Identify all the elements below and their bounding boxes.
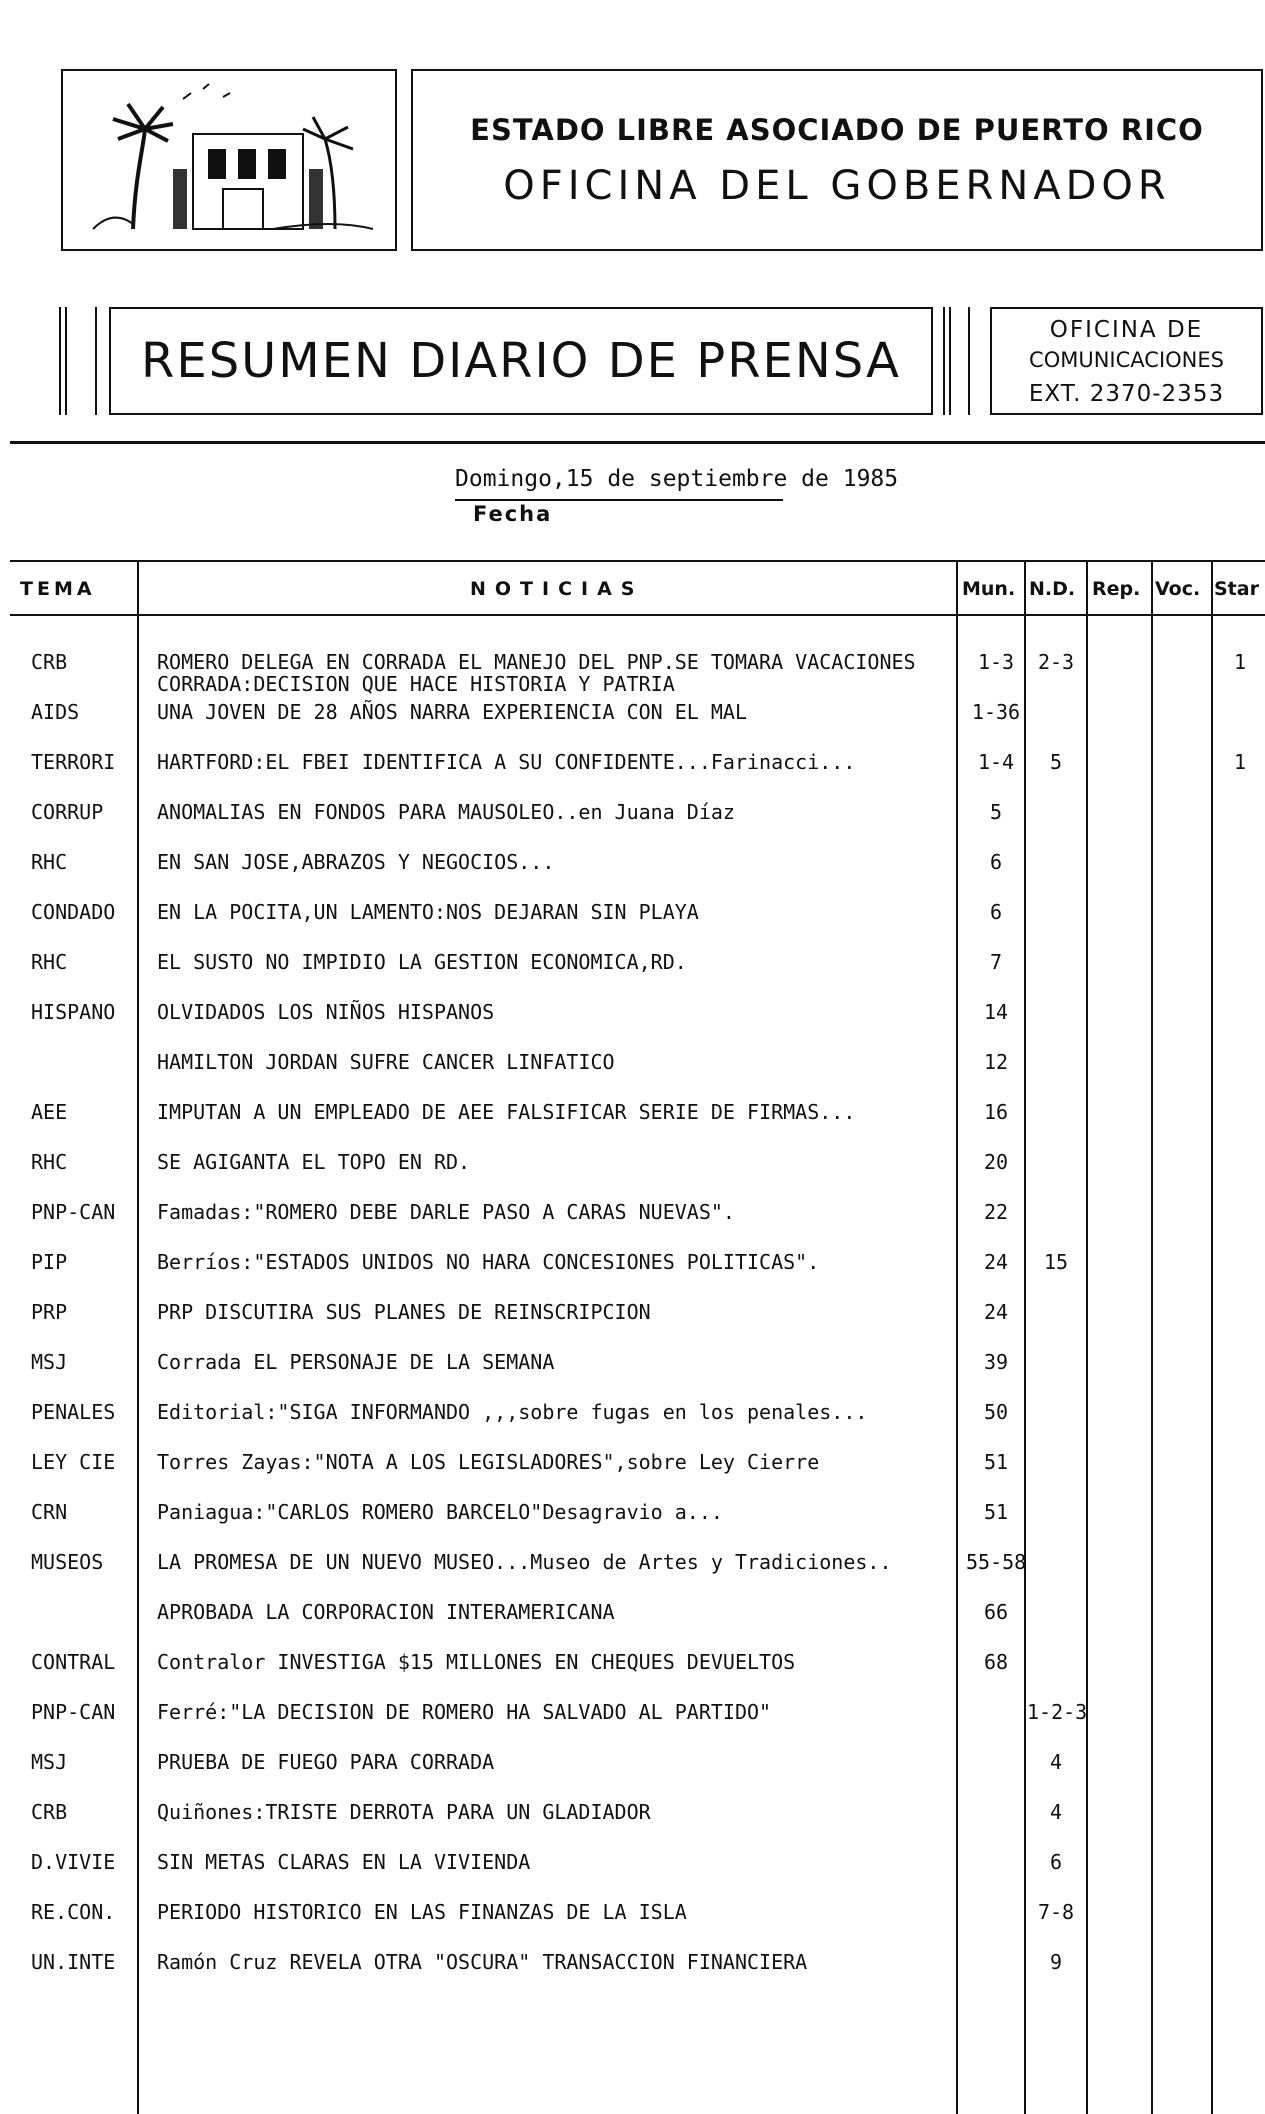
row-mun-page: 1-4 [977, 750, 1015, 774]
row-noticia: ANOMALIAS EN FONDOS PARA MAUSOLEO..en Juana Díaz [157, 800, 735, 824]
row-mun-page: 22 [983, 1200, 1009, 1224]
row-tema: RHC [31, 950, 68, 974]
row-tema: RE.CON. [31, 1900, 116, 1924]
row-mun-page: 68 [983, 1650, 1009, 1674]
row-noticia: Ramón Cruz REVELA OTRA "OSCURA" TRANSACCION FINANCIERA [157, 1950, 808, 1974]
header-title-box [411, 69, 1263, 251]
row-mun-page: 51 [983, 1450, 1009, 1474]
row-noticia: SIN METAS CLARAS EN LA VIVIENDA [157, 1850, 531, 1874]
office-line-1: OFICINA DE [1049, 317, 1204, 343]
row-noticia: HAMILTON JORDAN SUFRE CANCER LINFATICO [157, 1050, 615, 1074]
row-tema: PIP [31, 1250, 68, 1274]
row-mun-page: 14 [983, 1000, 1009, 1024]
row-tema: AEE [31, 1100, 68, 1124]
row-nd-page: 6 [1049, 1850, 1063, 1874]
row-tema: D.VIVIE [31, 1850, 116, 1874]
date-underline [455, 499, 783, 501]
row-tema: CRB [31, 650, 68, 674]
header-line-1: ESTADO LIBRE ASOCIADO DE PUERTO RICO [470, 113, 1204, 147]
row-noticia: EL SUSTO NO IMPIDIO LA GESTION ECONOMICA,RD. [157, 950, 687, 974]
row-mun-page: 39 [983, 1350, 1009, 1374]
table-row [10, 700, 1265, 744]
row-mun-page: 51 [983, 1500, 1009, 1524]
news-table [10, 560, 1265, 2114]
row-noticia: Torres Zayas:"NOTA A LOS LEGISLADORES",sobre Ley Cierre [157, 1450, 820, 1474]
row-mun-page: 55-58 [966, 1550, 1027, 1574]
row-nd-page: 2-3 [1037, 650, 1075, 674]
row-tema: LEY CIE [31, 1450, 116, 1474]
table-row [10, 750, 1265, 794]
row-tema: PRP [31, 1300, 68, 1324]
row-noticia: PRUEBA DE FUEGO PARA CORRADA [157, 1750, 495, 1774]
decorative-bar-right-2 [968, 307, 970, 415]
row-star-page: 1 [1233, 650, 1247, 674]
table-row [10, 1900, 1265, 1944]
row-tema: MUSEOS [31, 1550, 104, 1574]
row-mun-page: 5 [989, 800, 1003, 824]
table-row [10, 1600, 1265, 1644]
row-star-page: 1 [1233, 750, 1247, 774]
table-row [10, 1000, 1265, 1044]
row-mun-page: 24 [983, 1300, 1009, 1324]
table-row [10, 1500, 1265, 1544]
row-tema: CONDADO [31, 900, 116, 924]
col-header-tema: TEMA [20, 578, 96, 600]
col-header-mun: Mun. [962, 578, 1016, 600]
table-row [10, 1250, 1265, 1294]
row-nd-page: 15 [1043, 1250, 1069, 1274]
table-row [10, 1550, 1265, 1594]
office-extension: EXT. 2370-2353 [1028, 381, 1225, 407]
row-tema: CORRUP [31, 800, 104, 824]
row-noticia: Corrada EL PERSONAJE DE LA SEMANA [157, 1350, 555, 1374]
row-noticia: Berríos:"ESTADOS UNIDOS NO HARA CONCESIONES POLITICAS". [157, 1250, 820, 1274]
row-noticia: ROMERO DELEGA EN CORRADA EL MANEJO DEL PNP.SE TOMARA VACACIONES [157, 650, 916, 674]
table-row [10, 1850, 1265, 1894]
table-header-border [10, 614, 1265, 616]
row-mun-page: 50 [983, 1400, 1009, 1424]
col-header-noticias: NOTICIAS [470, 578, 644, 600]
row-noticia-secondary: CORRADA:DECISION QUE HACE HISTORIA Y PATRIA [157, 672, 675, 696]
table-row [10, 950, 1265, 994]
table-row [10, 1150, 1265, 1194]
row-noticia: HARTFORD:EL FBEI IDENTIFICA A SU CONFIDENTE...Farinacci... [157, 750, 856, 774]
row-mun-page: 66 [983, 1600, 1009, 1624]
col-header-nd: N.D. [1029, 578, 1076, 600]
row-noticia: UNA JOVEN DE 28 AÑOS NARRA EXPERIENCIA CON EL MAL [157, 700, 748, 724]
table-row [10, 1300, 1265, 1344]
header-line-2: OFICINA DEL GOBERNADOR [503, 163, 1171, 209]
table-row [10, 1800, 1265, 1844]
table-row [10, 1200, 1265, 1244]
row-noticia: Ferré:"LA DECISION DE ROMERO HA SALVADO AL PARTIDO" [157, 1700, 772, 1724]
col-header-voc: Voc. [1155, 578, 1201, 600]
row-tema: AIDS [31, 700, 80, 724]
row-nd-page: 5 [1049, 750, 1063, 774]
table-row [10, 850, 1265, 894]
header-divider [10, 441, 1265, 444]
row-noticia: PERIODO HISTORICO EN LAS FINANZAS DE LA ISLA [157, 1900, 687, 1924]
row-mun-page: 20 [983, 1150, 1009, 1174]
col-header-star: Star [1214, 578, 1259, 600]
row-nd-page: 9 [1049, 1950, 1063, 1974]
row-tema: UN.INTE [31, 1950, 116, 1974]
row-tema: MSJ [31, 1750, 68, 1774]
row-noticia: Famadas:"ROMERO DEBE DARLE PASO A CARAS NUEVAS". [157, 1200, 735, 1224]
row-nd-page: 4 [1049, 1800, 1063, 1824]
row-mun-page: 6 [989, 850, 1003, 874]
row-noticia: EN SAN JOSE,ABRAZOS Y NEGOCIOS... [157, 850, 555, 874]
row-noticia: Paniagua:"CARLOS ROMERO BARCELO"Desagravio a... [157, 1500, 723, 1524]
governor-office-logo [61, 69, 397, 251]
row-tema: HISPANO [31, 1000, 116, 1024]
row-mun-page: 12 [983, 1050, 1009, 1074]
table-row [10, 900, 1265, 944]
date-value: Domingo,15 de septiembre de 1985 [455, 466, 899, 492]
row-tema: MSJ [31, 1350, 68, 1374]
row-noticia: OLVIDADOS LOS NIÑOS HISPANOS [157, 1000, 495, 1024]
row-noticia: SE AGIGANTA EL TOPO EN RD. [157, 1150, 471, 1174]
table-row [10, 1750, 1265, 1794]
table-top-border [10, 560, 1265, 562]
row-noticia: Editorial:"SIGA INFORMANDO ,,,sobre fugas en los penales... [157, 1400, 868, 1424]
table-row [10, 1400, 1265, 1444]
date-label: Fecha [473, 502, 553, 526]
row-noticia: IMPUTAN A UN EMPLEADO DE AEE FALSIFICAR SERIE DE FIRMAS... [157, 1100, 856, 1124]
row-mun-page: 1-3 [977, 650, 1015, 674]
row-nd-page: 7-8 [1037, 1900, 1075, 1924]
row-tema: RHC [31, 1150, 68, 1174]
table-row [10, 1100, 1265, 1144]
decorative-bar-left-2 [95, 307, 97, 415]
table-row [10, 1950, 1265, 1994]
col-header-rep: Rep. [1092, 578, 1141, 600]
banner-title: RESUMEN DIARIO DE PRENSA [109, 307, 933, 415]
row-tema: RHC [31, 850, 68, 874]
row-noticia: EN LA POCITA,UN LAMENTO:NOS DEJARAN SIN PLAYA [157, 900, 699, 924]
decorative-bars-left [59, 307, 67, 415]
decorative-bars-right [943, 307, 951, 415]
office-line-2: COMUNICACIONES [1029, 348, 1224, 372]
row-mun-page: 16 [983, 1100, 1009, 1124]
row-tema: CRN [31, 1500, 68, 1524]
row-tema: PNP-CAN [31, 1200, 116, 1224]
table-row [10, 1450, 1265, 1494]
row-noticia: Contralor INVESTIGA $15 MILLONES EN CHEQUES DEVUELTOS [157, 1650, 796, 1674]
row-mun-page: 1-36 [971, 700, 1021, 724]
table-row [10, 800, 1265, 844]
row-mun-page: 7 [989, 950, 1003, 974]
table-row [10, 1050, 1265, 1094]
table-row [10, 650, 1265, 694]
row-noticia: PRP DISCUTIRA SUS PLANES DE REINSCRIPCION [157, 1300, 651, 1324]
office-contact-box [990, 307, 1263, 415]
table-row [10, 1700, 1265, 1744]
row-noticia: LA PROMESA DE UN NUEVO MUSEO...Museo de Artes y Tradiciones.. [157, 1550, 892, 1574]
row-nd-page: 1-2-3 [1027, 1700, 1088, 1724]
row-tema: PENALES [31, 1400, 116, 1424]
table-row [10, 1650, 1265, 1694]
row-mun-page: 6 [989, 900, 1003, 924]
row-noticia: APROBADA LA CORPORACION INTERAMERICANA [157, 1600, 615, 1624]
row-tema: PNP-CAN [31, 1700, 116, 1724]
row-tema: CONTRAL [31, 1650, 116, 1674]
row-nd-page: 4 [1049, 1750, 1063, 1774]
building-illustration-icon [73, 79, 385, 241]
row-tema: CRB [31, 1800, 68, 1824]
table-row [10, 1350, 1265, 1394]
row-mun-page: 24 [983, 1250, 1009, 1274]
row-noticia: Quiñones:TRISTE DERROTA PARA UN GLADIADOR [157, 1800, 651, 1824]
row-tema: TERRORI [31, 750, 116, 774]
